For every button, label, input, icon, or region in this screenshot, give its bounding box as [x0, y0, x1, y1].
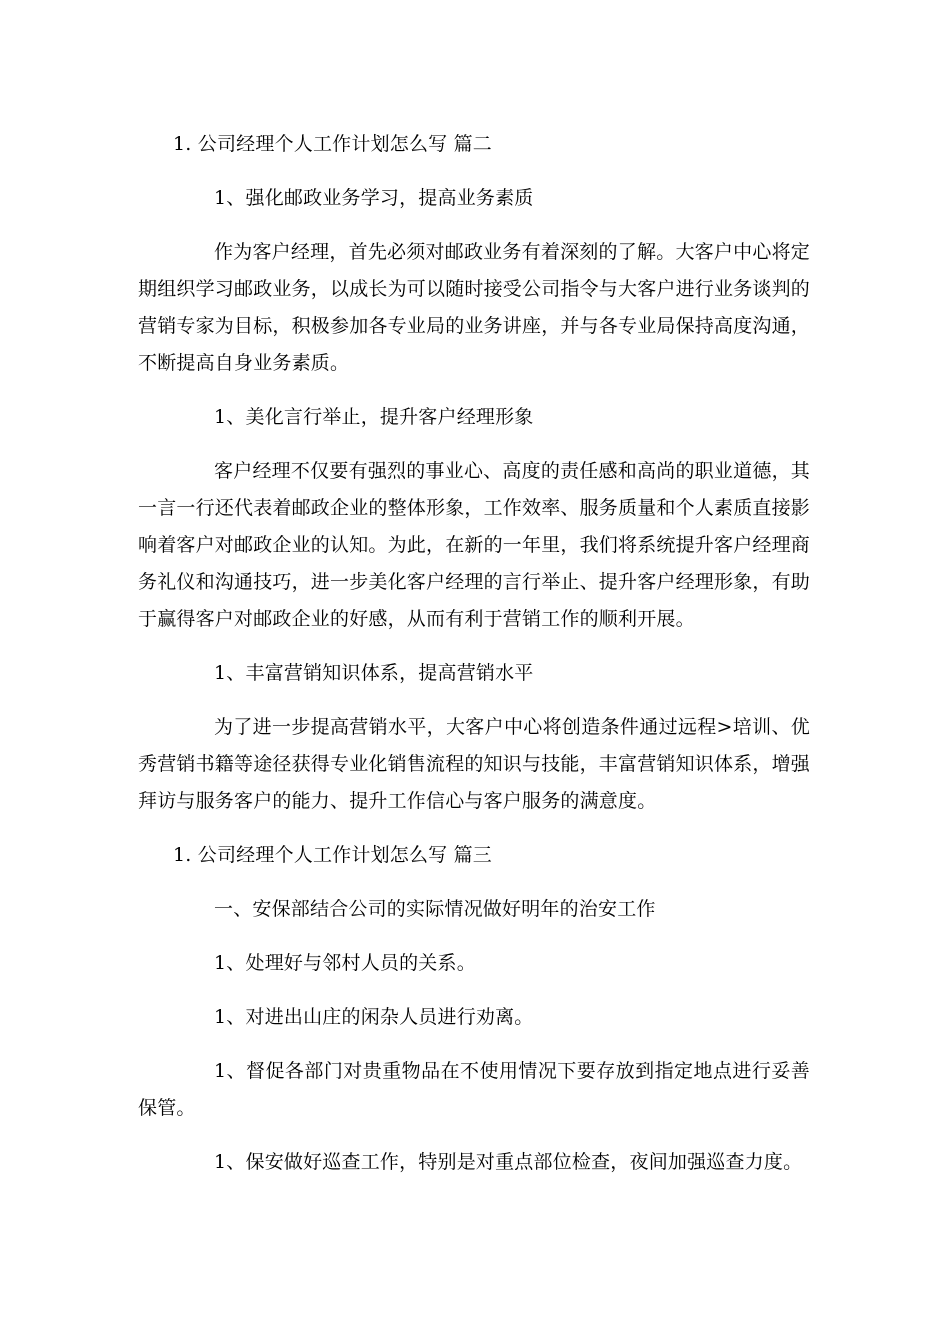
list-item-valuables-storage: 1、督促各部门对贵重物品在不使用情况下要存放到指定地点进行妥善保管。	[138, 1060, 810, 1119]
paragraph-postal-study: 作为客户经理，首先必须对邮政业务有着深刻的了解。大客户中心将定期组织学习邮政业务，以成长为可以随时接受公司指令与大客户进行业务谈判的营销专家为目标，积极参加各专业局的业务讲座，并与各专业局保持高度沟通，不断提高自身业务素质。	[138, 241, 811, 374]
item-title-manager-image: 1、美化言行举止，提升客户经理形象	[214, 406, 534, 428]
list-item-idle-visitors: 1、对进出山庄的闲杂人员进行劝离。	[214, 1006, 534, 1028]
subheading-security-work: 一、安保部结合公司的实际情况做好明年的治安工作	[214, 898, 656, 920]
section-heading-part3: 1. 公司经理个人工作计划怎么写 篇三	[173, 844, 493, 866]
item-title-postal-study: 1、强化邮政业务学习，提高业务素质	[214, 187, 534, 209]
paragraph-manager-image: 客户经理不仅要有强烈的事业心、高度的责任感和高尚的职业道德，其一言一行还代表着邮政企业的整体形象，工作效率、服务质量和个人素质直接影响着客户对邮政企业的认知。为此，在新的一年里，我们将系统提升客户经理商务礼仪和沟通技巧，进一步美化客户经理的言行举止、提升客户经理形象，有助于赢得客户对邮政企业的好感，从而有利于营销工作的顺利开展。	[138, 460, 811, 630]
item-title-marketing-knowledge: 1、丰富营销知识体系，提高营销水平	[214, 662, 534, 684]
list-item-patrol-work: 1、保安做好巡查工作，特别是对重点部位检查，夜间加强巡查力度。	[214, 1151, 803, 1173]
list-item-neighbor-relations: 1、处理好与邻村人员的关系。	[214, 952, 476, 974]
section-heading-part2: 1. 公司经理个人工作计划怎么写 篇二	[173, 133, 493, 155]
paragraph-marketing-knowledge: 为了进一步提高营销水平，大客户中心将创造条件通过远程>培训、优秀营销书籍等途径获得专业化销售流程的知识与技能，丰富营销知识体系，增强拜访与服务客户的能力、提升工作信心与客户服务的满意度。	[138, 716, 811, 812]
document-content	[138, 126, 810, 1198]
